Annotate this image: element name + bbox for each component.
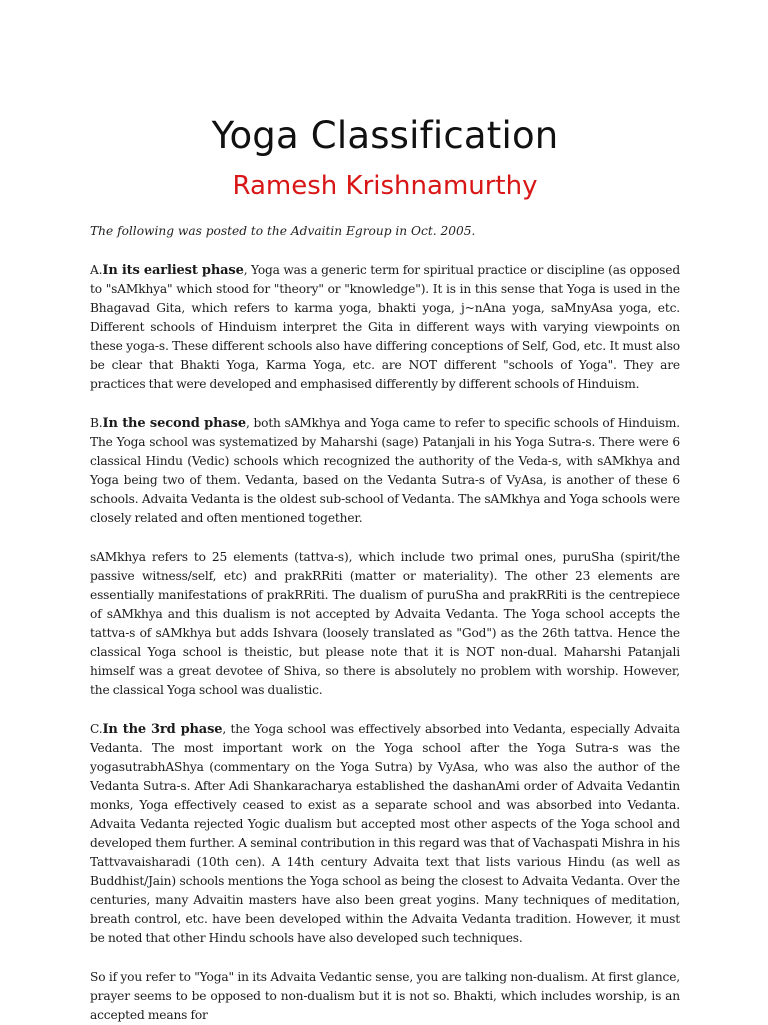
paragraph-c bbox=[90, 720, 680, 948]
document-author: Ramesh Krishnamurthy bbox=[232, 171, 538, 201]
paragraph-samkhya bbox=[90, 548, 680, 700]
document-title: Yoga Classification bbox=[211, 114, 559, 157]
paragraph-heading: In the 3rd phase bbox=[102, 722, 223, 737]
paragraph-prefix: B. bbox=[90, 416, 103, 430]
paragraph-text: , Yoga was a generic term for spiritual practice or discipline (as opposed to "sAMkhya" which stood for "theory" or "knowledge"). It is in this sense that Yoga is used in the Bhagavad Gita, which refers to karma yoga, bhakti yoga, j~nAna yoga, saMnyAsa yoga, etc. Different schools of Hinduism interpret the Gita in different ways with varying viewpoints on these yoga-s. These different schools also have differing conceptions of Self, God, etc. It must also be clear that Bhakti Yoga, Karma Yoga, etc. are NOT different "schools of Yoga". They are practices that were developed and emphasised differently by different schools of Hinduism. bbox=[90, 263, 680, 391]
paragraph-yoga-sense bbox=[90, 968, 680, 1025]
intro-note: The following was posted to the Advaitin Egroup in Oct. 2005. bbox=[90, 224, 476, 238]
paragraph-a bbox=[90, 261, 680, 394]
paragraph-prefix: A. bbox=[90, 263, 103, 277]
paragraph-text: So if you refer to "Yoga" in its Advaita Vedantic sense, you are talking non-dualism. At first glance, prayer seems to be opposed to non-dualism but it is not so. Bhakti, which includes worship, is an accepted means for bbox=[90, 970, 680, 1022]
paragraph-prefix: C. bbox=[90, 722, 103, 736]
paragraph-text: , both sAMkhya and Yoga came to refer to specific schools of Hinduism. The Yoga school was systematized by Maharshi (sage) Patanjali in his Yoga Sutra-s. There were 6 classical Hindu (Vedic) schools which recognized the authority of the Veda-s, with sAMkhya and Yoga being two of them. Vedanta, based on the Vedanta Sutra-s of VyAsa, is another of these 6 schools. Advaita Vedanta is the oldest sub-school of Vedanta. The sAMkhya and Yoga schools were closely related and often mentioned together. bbox=[90, 416, 680, 525]
paragraph-b bbox=[90, 414, 680, 528]
paragraph-heading: In the second phase bbox=[102, 416, 246, 431]
paragraph-text: sAMkhya refers to 25 elements (tattva-s), which include two primal ones, puruSha (spirit/the passive witness/self, etc) and prakRRiti (matter or materiality). The other 23 elements are essentially manifestations of prakRRiti. The dualism of puruSha and prakRRiti is the centrepiece of sAMkhya and this dualism is not accepted by Advaita Vedanta. The Yoga school accepts the tattva-s of sAMkhya but adds Ishvara (loosely translated as "God") as the 26th tattva. Hence the classical Yoga school is theistic, but please note that it is NOT non-dual. Maharshi Patanjali himself was a great devotee of Shiva, so there is absolutely no problem with worship. However, the classical Yoga school was dualistic. bbox=[90, 550, 680, 697]
paragraph-text: , the Yoga school was effectively absorbed into Vedanta, especially Advaita Vedanta. The most important work on the Yoga school after the Yoga Sutra-s was the yogasutrabhAShya (commentary on the Yoga Sutra) by VyAsa, who was also the author of the Vedanta Sutra-s. After Adi Shankaracharya established the dashanAmi order of Advaita Vedantin monks, Yoga effectively ceased to exist as a separate school and was absorbed into Vedanta. Advaita Vedanta rejected Yogic dualism but accepted most other aspects of the Yoga school and developed them further. A seminal contribution in this regard was that of Vachaspati Mishra in his Tattvavaisharadi (10th cen). A 14th century Advaita text that lists various Hindu (as well as Buddhist/Jain) schools mentions the Yoga school as being the closest to Advaita Vedanta. Over the centuries, many Advaitin masters have also been great yogins. Many techniques of meditation, breath control, etc. have been developed within the Advaita Vedanta tradition. However, it must be noted that other Hindu schools have also developed such techniques. bbox=[90, 722, 680, 945]
paragraph-heading: In its earliest phase bbox=[102, 263, 244, 278]
